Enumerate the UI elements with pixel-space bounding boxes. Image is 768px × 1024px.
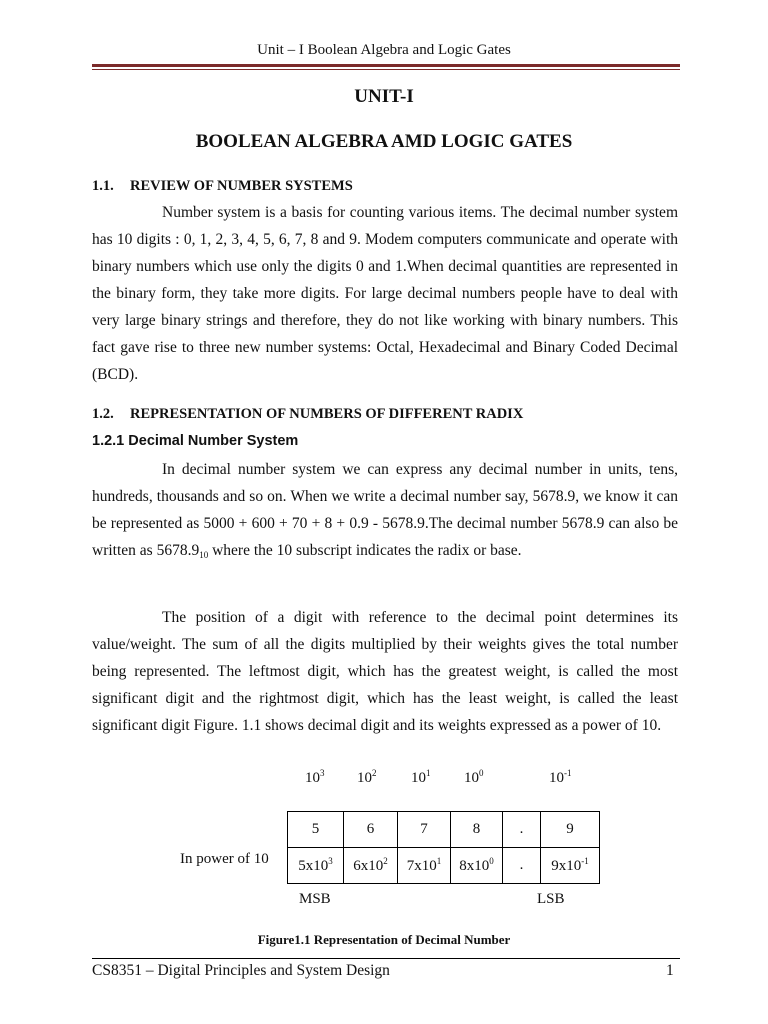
lsb-label: LSB — [537, 891, 565, 907]
power-label: $10^0$ — [464, 768, 484, 786]
power-label: $10^1$ — [411, 768, 431, 786]
table-cell: $6x10^2$ — [344, 848, 398, 884]
table-cell: 9 — [541, 812, 600, 848]
paragraph-number-systems: Number system is a basis for counting various items. The decimal number system has 10 digits : 0, 1, 2, 3, 4, 5, 6, 7, 8 and 9. Modem computers communicate and operate with binary numbers which use only the digits 0 and 1.When decimal quantities are represented in the binary form, they take more digits. For large decimal numbers people have to deal with very large binary strings and therefore, they do not like working with binary numbers. This fact gave rise to three new number systems: Octal, Hexadecimal and Binary Coded Decimal (BCD). — [92, 204, 678, 383]
section-title: REPRESENTATION OF NUMBERS OF DIFFERENT RADIX — [130, 406, 524, 422]
msb-label: MSB — [299, 891, 331, 907]
footer-course: CS8351 – Digital Principles and System Design — [92, 962, 390, 979]
header-rule-thin — [92, 69, 680, 70]
paragraph-text: where the 10 subscript indicates the radix or base. — [208, 542, 522, 559]
table-cell: $9x10^{-1}$ — [541, 848, 600, 884]
figure-caption: Figure1.1 Representation of Decimal Number — [257, 932, 511, 947]
table-cell: 5 — [288, 812, 344, 848]
table-cell: . — [503, 848, 541, 884]
paragraph-digit-weights: The position of a digit with reference to the decimal point determines its value/weight. The sum of all the digits multiplied by their weights gives the total number being represented. The leftmost digit, which has the greatest weight, is called the most significant digit and the rightmost digit, which has the least weight, is called the least significant digit Figure. 1.1 shows decimal digit and its weights expressed as a power of 10. — [92, 609, 678, 734]
footer-rule — [92, 958, 680, 959]
table-row-digits — [288, 812, 600, 848]
table-cell: $5x10^3$ — [288, 848, 344, 884]
powers-row — [0, 768, 768, 792]
table-row-powers — [288, 848, 600, 884]
table-cell: 7 — [398, 812, 451, 848]
table-cell: $7x10^1$ — [398, 848, 451, 884]
section-number: 1.1. — [92, 178, 114, 194]
page-number: 1 — [666, 962, 674, 979]
decimal-weights-table — [287, 811, 600, 884]
power-label: $10^3$ — [305, 768, 325, 786]
paragraph-decimal-system — [92, 456, 678, 569]
power-label: $10^{-1}$ — [549, 768, 572, 786]
section-heading-1-2 — [92, 406, 523, 423]
section-number: 1.2. — [92, 406, 114, 422]
radix-subscript: 10 — [199, 550, 209, 560]
running-header: Unit – I Boolean Algebra and Logic Gates — [257, 42, 511, 58]
unit-title: UNIT-I — [354, 86, 414, 107]
table-cell: $8x10^0$ — [451, 848, 503, 884]
section-heading-1-1 — [92, 178, 353, 195]
subsection-heading-1-2-1: 1.2.1 Decimal Number System — [92, 433, 299, 449]
power-label: $10^2$ — [357, 768, 377, 786]
table-cell: 8 — [451, 812, 503, 848]
header-rule-thick — [92, 64, 680, 67]
table-cell: . — [503, 812, 541, 848]
section-title: REVIEW OF NUMBER SYSTEMS — [130, 178, 353, 194]
document-title: BOOLEAN ALGEBRA AMD LOGIC GATES — [195, 131, 573, 152]
power-row-label: In power of 10 — [180, 851, 269, 867]
table-cell: 6 — [344, 812, 398, 848]
paragraph-text: In decimal number system we can express any decimal number in units, tens, hundreds, thousands and so on. When we write a decimal number say, 5678.9, we know it can be represented as 5000 + 600 + 70 + 8 + 0.9 - 5678.9.The decimal number 5678.9 can also be written as 5678.9 — [92, 461, 678, 559]
